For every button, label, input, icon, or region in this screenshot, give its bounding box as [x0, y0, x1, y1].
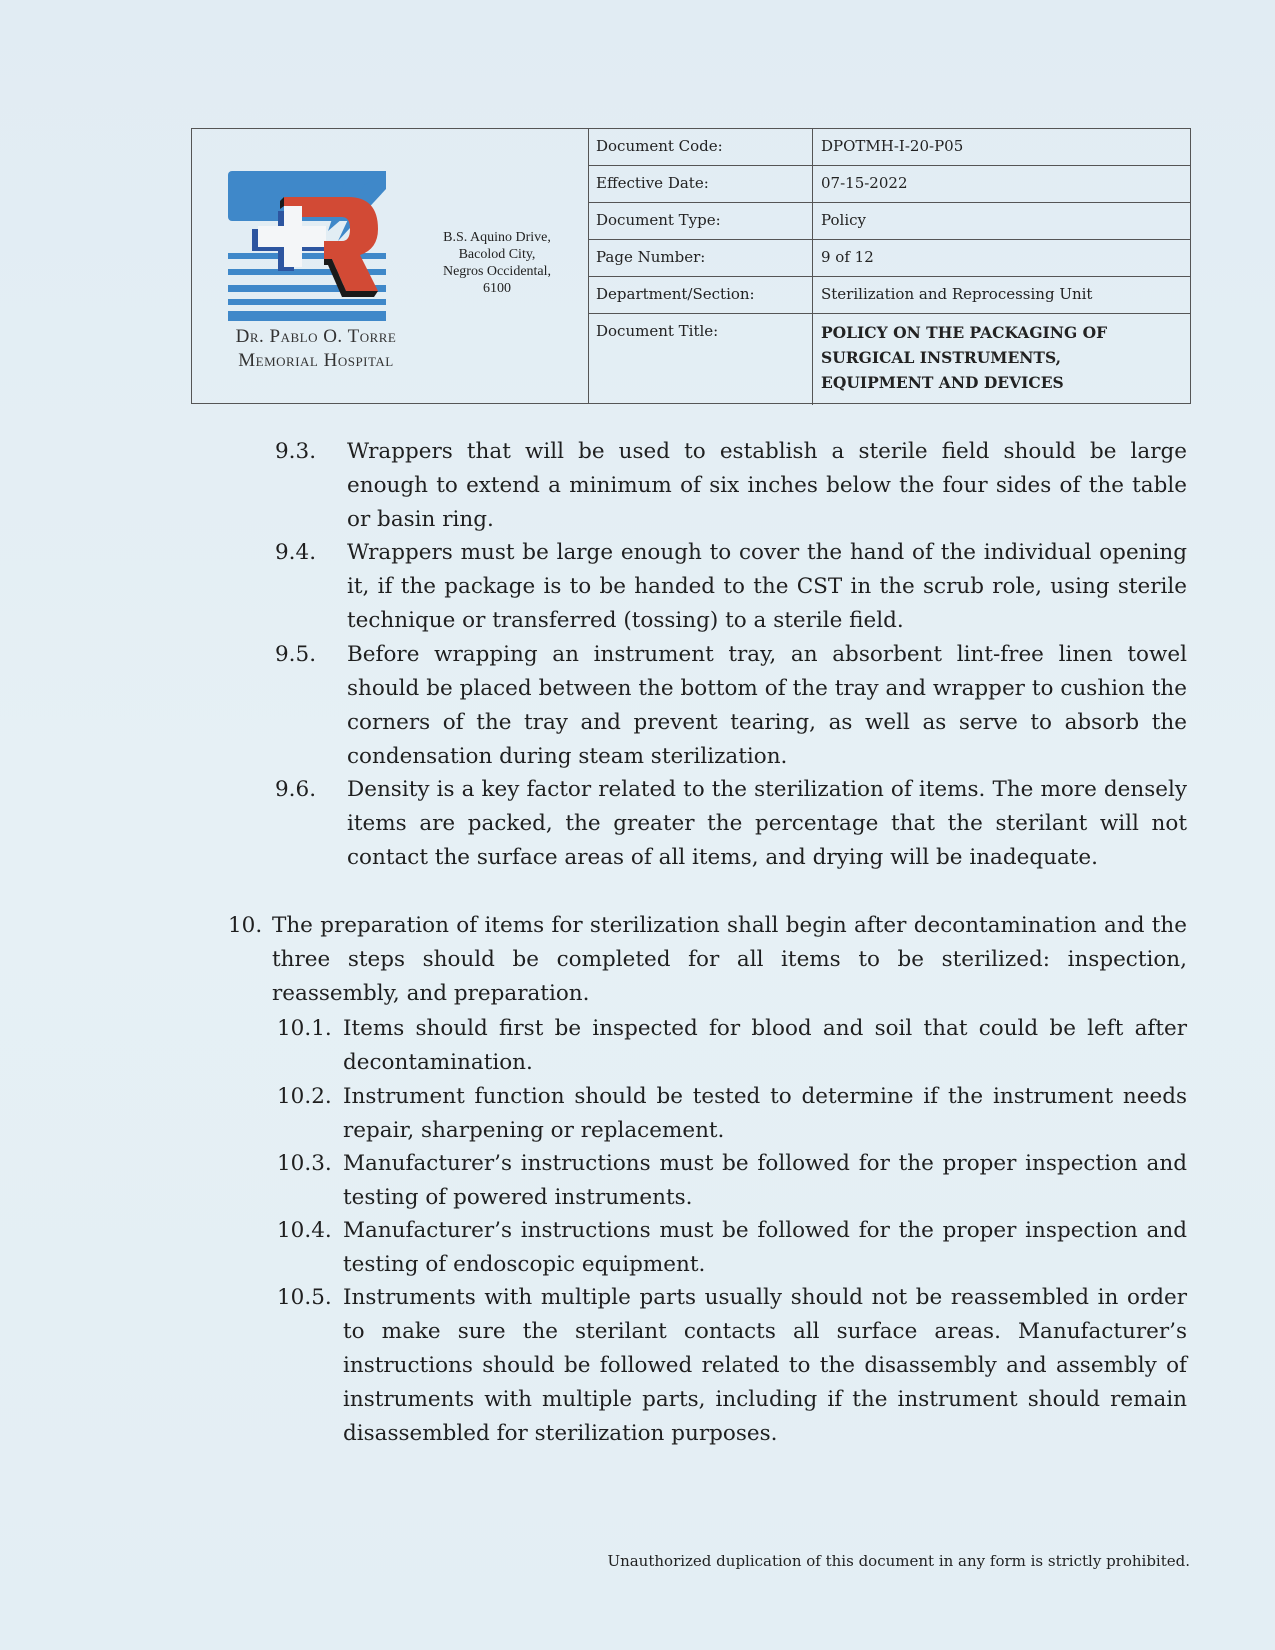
item-number: 10.4.	[277, 1218, 332, 1243]
item-number: 10.3.	[277, 1151, 332, 1176]
field-value: 07-15-2022	[821, 174, 908, 192]
hospital-name	[206, 325, 426, 373]
item-number: 9.4.	[275, 540, 317, 565]
item-text: Wrappers must be large enough to cover the hand of the individual opening it, if the package is to be handed to the CST in the scrub role, using sterile technique or transferred (tossing) to a sterile field.	[347, 540, 1187, 633]
hospital-name-line1: Dr. Pablo O. Torre	[235, 326, 397, 347]
row-department-section	[589, 277, 1190, 314]
address-line: Negros Occidental,	[442, 264, 552, 279]
hospital-identity-cell	[192, 129, 589, 403]
field-label: Page Number:	[589, 240, 813, 276]
item-text: Instruments with multiple parts usually should not be reassembled in order to make sure the sterilant contacts all surface areas. Manufacturer’s instructions should be followed related to the disassembly and assembly of instruments with multiple parts, including if the instrument should remain disassembled for sterilization purposes.	[343, 1285, 1187, 1446]
document-header-table	[191, 128, 1191, 404]
item-text: Manufacturer’s instructions must be followed for the proper inspection and testing of endoscopic equipment.	[343, 1218, 1187, 1277]
item-text: The preparation of items for sterilization shall begin after decontamination and the three steps should be completed for all items to be sterilized: inspection, reassembly, and preparation.	[272, 913, 1187, 1006]
document-title: POLICY ON THE PACKAGING OF SURGICAL INSTRUMENTS, EQUIPMENT AND DEVICES	[821, 323, 1108, 392]
item-text: Items should first be inspected for blood and soil that could be left after decontamination.	[343, 1016, 1187, 1075]
item-text: Instrument function should be tested to determine if the instrument needs repair, sharpening or replacement.	[343, 1084, 1187, 1143]
item-number: 10.1.	[277, 1016, 332, 1041]
row-document-type	[589, 203, 1190, 240]
row-effective-date	[589, 166, 1190, 203]
field-value: DPOTMH-I-20-P05	[821, 137, 964, 155]
item-number: 10.5.	[277, 1285, 332, 1310]
field-value: 9 of 12	[821, 248, 874, 266]
field-label: Document Type:	[589, 203, 813, 239]
field-label: Document Code:	[589, 129, 813, 165]
row-document-code	[589, 129, 1190, 166]
hospital-logo-icon	[228, 171, 386, 321]
hospital-name-line2: Memorial Hospital	[238, 350, 394, 371]
item-text: Density is a key factor related to the sterilization of items. The more densely items are packed, the greater the percentage that the sterilant will not contact the surface areas of all items, and drying will be inadequate.	[347, 777, 1187, 870]
row-document-title	[589, 314, 1190, 405]
field-label: Department/Section:	[589, 277, 813, 313]
document-info-grid	[589, 129, 1190, 403]
field-label: Document Title:	[589, 314, 813, 405]
footer-notice: Unauthorized duplication of this document in any form is strictly prohibited.	[607, 1552, 1190, 1570]
address-line: Bacolod City,	[458, 247, 536, 262]
field-value: Sterilization and Reprocessing Unit	[821, 285, 1093, 303]
item-number: 9.3.	[275, 439, 317, 464]
item-number: 9.5.	[275, 642, 317, 667]
item-number: 10.2.	[277, 1084, 332, 1109]
field-value: Policy	[821, 211, 866, 229]
item-text: Before wrapping an instrument tray, an absorbent lint-free linen towel should be placed between the bottom of the tray and wrapper to cushion the corners of the tray and prevent tearing, as well as serve to absorb the condensation during steam sterilization.	[347, 642, 1187, 769]
item-number: 9.6.	[275, 777, 317, 802]
item-number: 10.	[228, 913, 263, 938]
item-text: Manufacturer’s instructions must be followed for the proper inspection and testing of powered instruments.	[343, 1151, 1187, 1210]
field-label: Effective Date:	[589, 166, 813, 202]
address-line: B.S. Aquino Drive,	[443, 230, 551, 245]
address-line: 6100	[483, 281, 511, 296]
item-text: Wrappers that will be used to establish a sterile field should be large enough to extend a minimum of six inches below the four sides of the table or basin ring.	[347, 439, 1187, 532]
hospital-address	[422, 229, 572, 297]
row-page-number	[589, 240, 1190, 277]
